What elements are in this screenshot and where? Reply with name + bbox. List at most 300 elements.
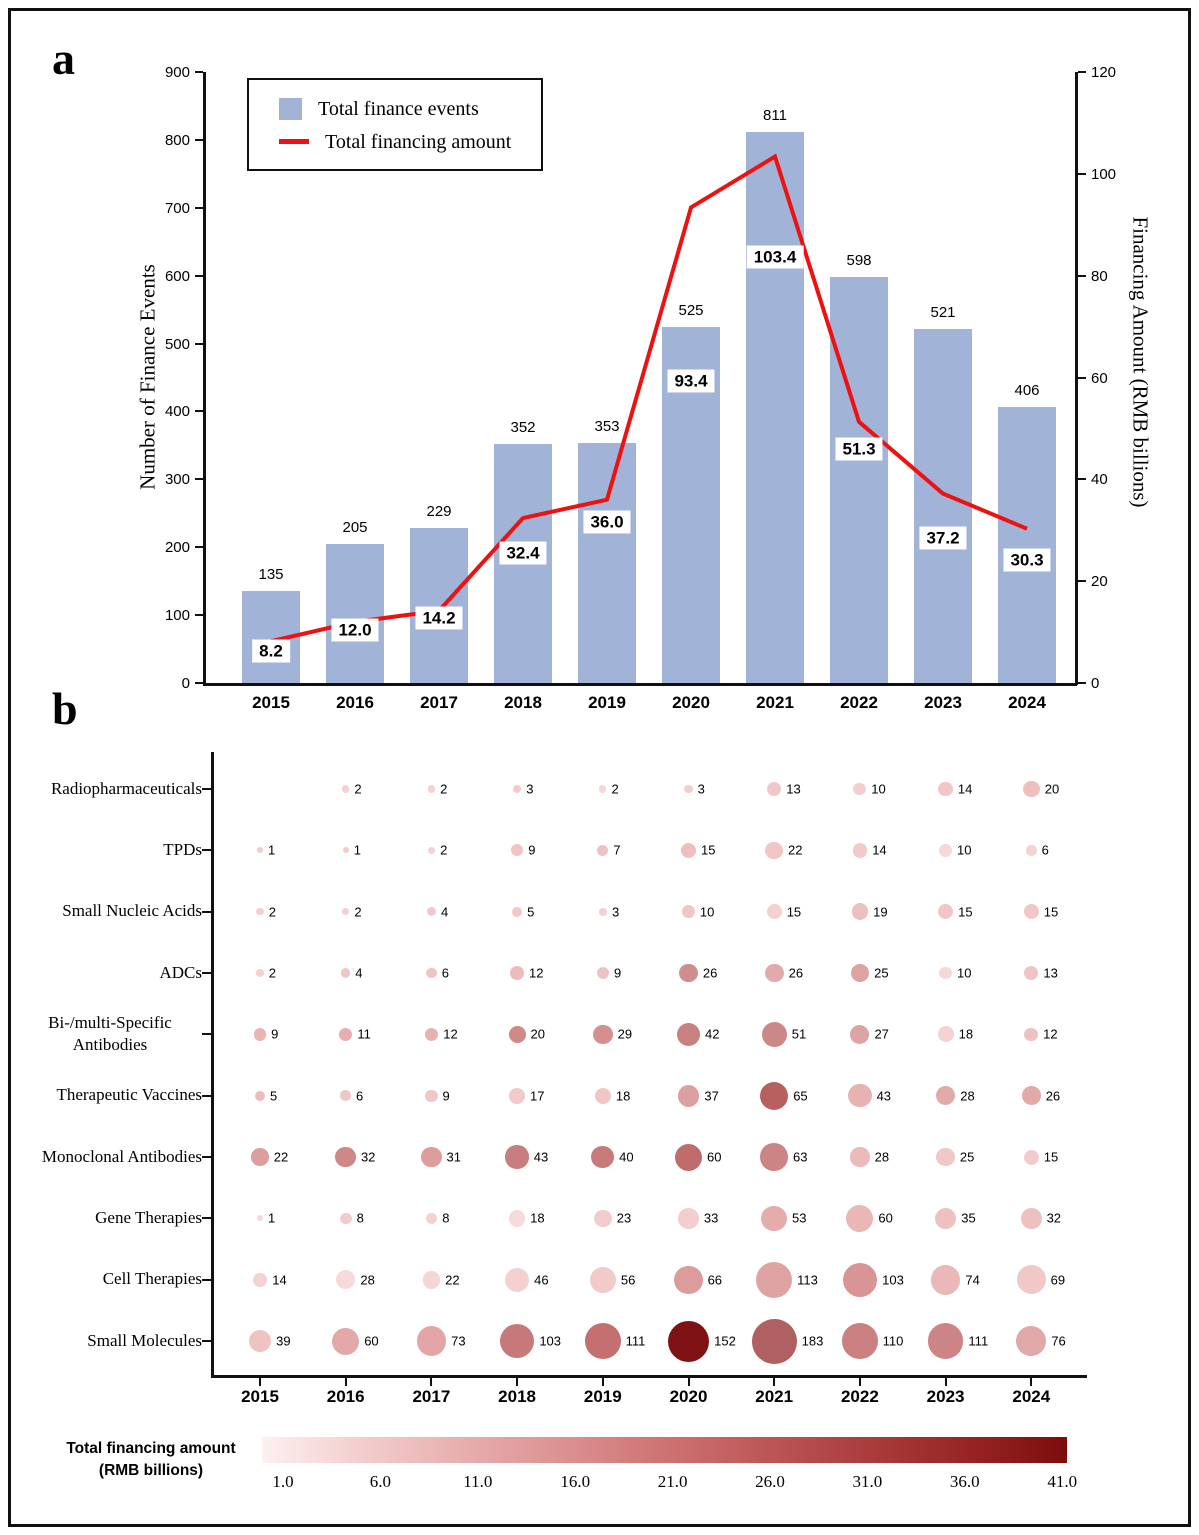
bubble-count-label: 1 (268, 842, 276, 858)
x-axis-year-label: 2024 (1008, 693, 1046, 712)
x-axis-year-label: 2018 (504, 693, 542, 712)
financing-amount-value-label: 32.4 (499, 542, 546, 565)
bubble (761, 1206, 787, 1232)
bubble (852, 903, 869, 920)
category-label (18, 1268, 202, 1289)
x-axis-year-label: 2022 (840, 693, 878, 712)
b-x-year-label: 2020 (669, 1387, 708, 1406)
panel-b-label: b (52, 683, 78, 734)
b-y-tick (202, 911, 211, 913)
category-label (18, 1207, 202, 1228)
bubble-count-label: 31 (446, 1149, 461, 1165)
left-axis-tick-label: 100 (164, 607, 190, 625)
right-axis-tick-label: 100 (1091, 165, 1117, 183)
bubble-count-label: 111 (968, 1333, 989, 1349)
bubble (505, 1268, 529, 1292)
left-axis-tick (195, 682, 203, 684)
left-axis-tick (195, 71, 203, 73)
bubble-count-label: 4 (441, 904, 449, 920)
financing-amount-value-label: 14.2 (415, 607, 462, 630)
bubble-count-label: 22 (445, 1272, 460, 1288)
bubble (1022, 1086, 1041, 1105)
bubble-count-label: 15 (701, 842, 716, 858)
bubble (340, 1213, 352, 1225)
category-label-line: Antibodies (72, 1034, 148, 1054)
bubble-count-label: 7 (613, 842, 621, 858)
bubble (254, 1028, 266, 1040)
category-label-line: Small Nucleic Acids (62, 901, 202, 921)
bubble-count-label: 37 (704, 1088, 719, 1104)
left-axis-tick-label: 700 (164, 199, 190, 217)
bubble (939, 844, 952, 857)
x-axis-year-label: 2021 (756, 693, 794, 712)
bubble (677, 1023, 700, 1046)
x-axis-year-label: 2017 (420, 693, 458, 712)
bubble-count-label: 26 (1045, 1088, 1061, 1104)
b-x-tick (345, 1377, 347, 1386)
bubble-count-label: 25 (959, 1149, 975, 1165)
category-label (18, 778, 202, 799)
bubble (684, 785, 692, 793)
category-label (18, 839, 202, 860)
category-label-line: Monoclonal Antibodies (41, 1146, 202, 1166)
bubble-count-label: 2 (354, 904, 362, 920)
left-axis-tick (195, 410, 203, 412)
colorbar-tick-label: 16.0 (560, 1472, 591, 1491)
bubble (425, 1090, 437, 1102)
left-axis-tick (195, 546, 203, 548)
bubble-count-label: 60 (364, 1333, 379, 1349)
b-y-tick (202, 788, 211, 790)
bubble-count-label: 4 (355, 965, 363, 981)
bubble-count-label: 28 (960, 1088, 975, 1104)
bubble (597, 967, 609, 979)
legend-row-bars (279, 98, 541, 120)
bubble-count-label: 6 (441, 965, 449, 981)
right-axis-tick-label: 40 (1091, 471, 1108, 489)
bubble (938, 782, 953, 797)
right-axis-tick (1078, 682, 1086, 684)
bar-value-label: 352 (510, 419, 536, 437)
x-axis-year-label: 2019 (588, 693, 626, 712)
bubble-count-label: 13 (786, 781, 801, 797)
financing-amount-value-label: 93.4 (667, 370, 714, 393)
bubble-count-label: 14 (957, 781, 973, 797)
colorbar-tick-label: 26.0 (755, 1472, 785, 1491)
bubble (765, 842, 783, 860)
category-label (18, 1330, 202, 1351)
bubble-count-label: 12 (528, 965, 544, 981)
finance-events-bar (998, 407, 1056, 683)
bubble-count-label: 26 (788, 965, 804, 981)
b-x-year-label: 2017 (412, 1387, 451, 1406)
bubble (421, 1147, 441, 1167)
bubble-count-label: 6 (1041, 842, 1049, 858)
bubble-count-label: 13 (1043, 965, 1058, 981)
bubble-count-label: 23 (616, 1210, 632, 1226)
left-axis-tick (195, 275, 203, 277)
x-axis-year-label: 2015 (252, 693, 290, 712)
panel-a-label: a (52, 33, 75, 84)
bubble-count-label: 39 (276, 1333, 291, 1349)
b-x-tick (516, 1377, 518, 1386)
right-axis-tick-label: 80 (1091, 267, 1108, 285)
bubble-count-label: 11 (357, 1026, 371, 1042)
bubble (426, 968, 437, 979)
bar-value-label: 598 (846, 252, 872, 270)
bubble-count-label: 6 (355, 1088, 364, 1104)
financing-amount-value-label: 51.3 (835, 438, 882, 461)
line-series-dash-icon (279, 139, 309, 144)
bubble-count-label: 28 (874, 1149, 890, 1165)
bubble-count-label: 56 (620, 1272, 636, 1288)
bubble-count-label: 22 (787, 842, 803, 858)
bubble (679, 964, 698, 983)
bar-value-label: 811 (763, 107, 787, 125)
category-label (18, 962, 202, 983)
bubble (510, 966, 524, 980)
bubble-count-label: 22 (273, 1149, 289, 1165)
left-axis-tick (195, 614, 203, 616)
bubble (509, 1210, 525, 1226)
bubble-count-label: 60 (707, 1149, 722, 1165)
bubble-count-label: 8 (356, 1210, 364, 1226)
left-axis-tick-label: 600 (164, 267, 190, 285)
bubble-count-label: 17 (529, 1088, 545, 1104)
bubble-count-label: 183 (801, 1333, 824, 1349)
bubble (1023, 781, 1040, 798)
bubble (760, 1143, 788, 1171)
financing-amount-value-label: 37.2 (919, 527, 966, 550)
left-axis-spine (203, 72, 206, 685)
bubble (256, 969, 263, 976)
b-x-year-label: 2019 (583, 1387, 622, 1406)
bubble-count-label: 46 (534, 1272, 549, 1288)
bubble-count-label: 10 (699, 904, 715, 920)
bubble (681, 843, 696, 858)
bubble (1017, 1265, 1046, 1294)
bubble (1026, 845, 1037, 856)
b-x-year-label: 2021 (755, 1387, 794, 1406)
category-label-line: Small Molecules (87, 1330, 202, 1350)
bubble (756, 1262, 792, 1298)
bubble (509, 1026, 526, 1043)
left-axis-tick-label: 200 (164, 539, 190, 557)
category-label-line: Bi-/multi-Specific (48, 1013, 172, 1033)
bubble-count-label: 12 (1043, 1026, 1058, 1042)
bubble (335, 1147, 356, 1168)
left-axis-tick (195, 478, 203, 480)
right-axis-tick-label: 120 (1091, 64, 1117, 81)
b-y-tick (202, 972, 211, 974)
bubble-count-label: 25 (874, 965, 889, 981)
bubble-count-label: 14 (272, 1272, 287, 1288)
bubble-count-label: 5 (527, 904, 535, 920)
bubble-count-label: 66 (707, 1272, 723, 1288)
b-x-tick (859, 1377, 861, 1386)
bubble (928, 1323, 964, 1359)
left-axis-tick-label: 800 (164, 131, 190, 149)
bubble-count-label: 2 (354, 781, 362, 797)
right-axis-tick-label: 0 (1091, 675, 1100, 692)
bubble-count-label: 63 (793, 1149, 808, 1165)
bubble (590, 1267, 616, 1293)
bubble (428, 785, 435, 792)
left-axis-tick-label: 900 (164, 64, 190, 81)
right-axis-spine (1075, 72, 1078, 685)
b-x-year-label: 2016 (326, 1387, 365, 1406)
bubble-count-label: 103 (882, 1272, 904, 1288)
bubble-count-label: 35 (961, 1210, 976, 1226)
bubble-count-label: 2 (268, 965, 276, 981)
bottom-axis-spine (203, 683, 1077, 686)
right-axis-tick (1078, 580, 1086, 582)
b-y-tick (202, 1340, 211, 1342)
bubble-count-label: 76 (1051, 1333, 1066, 1349)
bubble-count-label: 2 (611, 781, 619, 797)
b-left-axis-spine (211, 752, 214, 1377)
bubble (509, 1088, 525, 1104)
bubble-count-label: 9 (613, 965, 622, 981)
bubble-count-label: 65 (793, 1088, 808, 1104)
bubble-count-label: 53 (791, 1210, 807, 1226)
bubble (512, 907, 522, 917)
bubble-count-label: 2 (440, 781, 448, 797)
bubble-count-label: 12 (443, 1026, 458, 1042)
b-x-tick (688, 1377, 690, 1386)
b-bottom-axis-spine (211, 1375, 1087, 1378)
bubble (594, 1210, 612, 1228)
bar-series-swatch (279, 98, 302, 120)
bubble-count-label: 20 (1044, 781, 1060, 797)
bubble-count-label: 8 (442, 1210, 450, 1226)
x-axis-year-label: 2023 (924, 693, 962, 712)
bubble (765, 964, 784, 983)
bubble-count-label: 152 (714, 1333, 736, 1349)
b-x-year-label: 2018 (498, 1387, 536, 1406)
left-axis-title: Number of Finance Events (135, 264, 160, 490)
category-label-line: Radiopharmaceuticals (50, 778, 202, 798)
bubble-count-label: 9 (271, 1026, 279, 1042)
bubble-count-label: 26 (702, 965, 718, 981)
bubble-count-label: 3 (697, 781, 705, 797)
bubble-count-label: 110 (882, 1333, 904, 1349)
bubble-count-label: 10 (871, 781, 886, 797)
colorbar-tick-label: 41.0 (1047, 1472, 1078, 1491)
b-x-tick (602, 1377, 604, 1386)
bubble-count-label: 9 (528, 842, 536, 858)
colorbar-tick-label: 1.0 (272, 1472, 294, 1491)
right-axis-tick-label: 60 (1091, 369, 1108, 387)
bubble-count-label: 32 (1046, 1210, 1062, 1226)
x-axis-year-label: 2016 (336, 693, 374, 712)
bubble-count-label: 28 (360, 1272, 375, 1288)
bubble (752, 1319, 797, 1364)
legend-line-label: Total financing amount (325, 130, 512, 153)
bubble (1021, 1208, 1042, 1229)
finance-events-bar (578, 443, 636, 683)
bubble (678, 1208, 699, 1229)
b-x-tick (259, 1377, 261, 1386)
bubble-count-label: 10 (957, 965, 972, 981)
finance-events-bar (242, 591, 300, 683)
category-label-line: ADCs (159, 962, 202, 982)
category-label (18, 900, 202, 921)
bubble (341, 968, 350, 977)
bubble (595, 1088, 611, 1104)
left-axis-tick (195, 139, 203, 141)
bubble-count-label: 27 (874, 1026, 889, 1042)
figure-border (8, 8, 1191, 1527)
bubble-count-label: 15 (786, 904, 802, 920)
b-y-tick (202, 1095, 211, 1097)
colorbar-tick-label: 11.0 (463, 1472, 493, 1491)
bubble-count-label: 111 (625, 1333, 646, 1349)
right-axis-tick (1078, 377, 1086, 379)
bubble-count-label: 15 (1043, 1149, 1059, 1165)
bubble (505, 1145, 528, 1168)
bubble-count-label: 73 (451, 1333, 466, 1349)
bubble (428, 847, 435, 854)
bubble-count-label: 5 (269, 1088, 278, 1104)
bubble (678, 1085, 700, 1107)
bubble-count-label: 18 (615, 1088, 631, 1104)
bubble-count-label: 69 (1050, 1272, 1066, 1288)
category-label-line: TPDs (163, 839, 202, 859)
finance-events-bar (410, 528, 468, 683)
bubble (848, 1084, 871, 1107)
left-axis-tick (195, 343, 203, 345)
colorbar-tick-label: 21.0 (657, 1472, 688, 1491)
bubble-count-label: 1 (268, 1210, 276, 1226)
bar-value-label: 406 (1014, 382, 1040, 400)
b-x-tick (1030, 1377, 1032, 1386)
bubble-count-label: 43 (533, 1149, 549, 1165)
b-x-year-label: 2024 (1012, 1387, 1051, 1406)
bubble (251, 1148, 269, 1166)
bubble-count-label: 29 (617, 1026, 633, 1042)
bar-value-label: 521 (930, 304, 956, 322)
b-x-year-label: 2022 (840, 1387, 879, 1406)
bubble-count-label: 19 (873, 904, 888, 920)
bubble-count-label: 3 (611, 904, 620, 920)
finance-events-bar (326, 544, 384, 683)
bubble-count-label: 20 (530, 1026, 545, 1042)
bubble (850, 1147, 869, 1166)
b-x-tick (773, 1377, 775, 1386)
right-axis-tick (1078, 71, 1086, 73)
bubble (340, 1090, 351, 1101)
financing-amount-value-label: 8.2 (252, 640, 290, 663)
bubble-count-label: 15 (958, 904, 973, 920)
bubble-count-label: 2 (440, 842, 448, 858)
bubble (682, 905, 695, 918)
colorbar-tick-label: 31.0 (852, 1472, 883, 1491)
finance-events-bar (746, 132, 804, 683)
financing-amount-value-label: 103.4 (747, 246, 804, 269)
bubble (675, 1144, 702, 1171)
bubble (931, 1265, 961, 1295)
left-axis-tick-label: 0 (181, 675, 190, 692)
right-axis-tick (1078, 478, 1086, 480)
category-label (18, 1146, 202, 1167)
b-x-tick (945, 1377, 947, 1386)
bubble (674, 1266, 702, 1294)
bubble-count-label: 18 (530, 1210, 545, 1226)
bubble-count-label: 74 (965, 1272, 980, 1288)
b-x-year-label: 2023 (926, 1387, 965, 1406)
bar-value-label: 205 (342, 518, 368, 536)
bubble-count-label: 43 (876, 1088, 892, 1104)
bubble (1024, 904, 1039, 919)
right-axis-title: Financing Amount (RMB billions) (1128, 216, 1153, 508)
bubble (256, 908, 263, 915)
bar-value-label: 525 (678, 301, 704, 319)
finance-events-bar (914, 329, 972, 683)
legend-bar-label: Total finance events (318, 97, 479, 120)
bubble-count-label: 2 (268, 904, 276, 920)
financing-amount-value-label: 36.0 (583, 511, 630, 534)
bubble (853, 843, 868, 858)
left-axis-tick (195, 207, 203, 209)
bubble (767, 904, 782, 919)
bubble (342, 785, 349, 792)
bubble-count-label: 3 (526, 781, 534, 797)
x-axis-year-label: 2020 (672, 693, 710, 712)
bubble-count-label: 103 (539, 1333, 562, 1349)
bubble (843, 1263, 877, 1297)
bubble-count-label: 18 (958, 1026, 974, 1042)
right-axis-tick (1078, 173, 1086, 175)
left-axis-tick-label: 500 (164, 335, 190, 353)
category-label-line: Therapeutic Vaccines (56, 1085, 202, 1105)
b-x-year-label: 2015 (241, 1387, 279, 1406)
left-axis-tick-label: 300 (164, 471, 190, 489)
colorbar-gradient (262, 1437, 1067, 1463)
category-label-line: Gene Therapies (95, 1207, 202, 1227)
bubble (1024, 1150, 1039, 1165)
bar-value-label: 135 (258, 566, 284, 584)
colorbar-title-line2: (RMB billions) (98, 1462, 204, 1480)
bubble (332, 1328, 359, 1355)
bubble-count-label: 14 (872, 842, 887, 858)
b-x-tick (430, 1377, 432, 1386)
category-label (18, 1012, 202, 1055)
bubble (423, 1271, 441, 1289)
colorbar-title-line1: Total financing amount (66, 1440, 236, 1457)
colorbar-tick-label: 36.0 (949, 1472, 980, 1491)
finance-events-bar (830, 277, 888, 683)
bubble-count-label: 40 (619, 1149, 634, 1165)
right-axis-tick (1078, 275, 1086, 277)
bubble (255, 1091, 265, 1101)
bubble-count-label: 15 (1043, 904, 1059, 920)
bubble-count-label: 1 (353, 842, 361, 858)
colorbar-title (42, 1438, 260, 1483)
bubble-count-label: 113 (797, 1272, 818, 1288)
bubble (938, 1026, 954, 1042)
bubble (762, 1022, 787, 1047)
b-y-tick (202, 1279, 211, 1281)
bubble-count-label: 9 (442, 1088, 450, 1104)
bubble-count-label: 51 (791, 1026, 807, 1042)
bubble-count-label: 32 (360, 1149, 376, 1165)
bubble (417, 1326, 446, 1355)
financing-amount-value-label: 30.3 (1003, 549, 1050, 572)
b-y-tick (202, 1156, 211, 1158)
legend (247, 78, 543, 171)
bubble (585, 1323, 621, 1359)
